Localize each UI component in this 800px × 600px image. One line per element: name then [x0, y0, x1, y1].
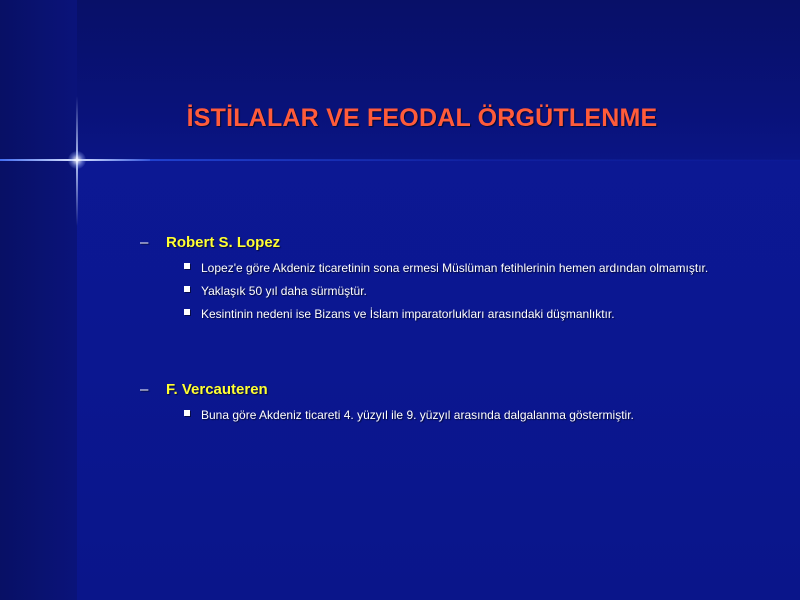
section-heading: Robert S. Lopez: [166, 233, 281, 251]
bullet-text: Yaklaşık 50 yıl daha sürmüştür.: [201, 283, 367, 298]
bullet-text: Buna göre Akdeniz ticareti 4. yüzyıl ile 9. yüzyıl arasında dalgalanma göstermiştir.: [201, 407, 634, 422]
square-bullet-icon: [184, 286, 190, 292]
bullet-text: Lopez'e göre Akdeniz ticaretinin sona ermesi Müslüman fetihlerinin hemen ardından olmamıştır.: [201, 260, 709, 275]
section-lopez: [140, 232, 708, 325]
bullet-item: [184, 403, 634, 426]
bullet-item: [184, 256, 708, 279]
left-band: [0, 0, 77, 600]
dash-marker: –: [140, 233, 149, 251]
square-bullet-icon: [184, 263, 190, 269]
square-bullet-icon: [184, 309, 190, 315]
sparkle-star-icon: [68, 151, 86, 169]
bullet-list: [140, 256, 708, 325]
header-band: [0, 0, 800, 160]
bullet-text: Kesintinin nedeni ise Bizans ve İslam imparatorlukları arasındaki düşmanlıktır.: [201, 306, 615, 321]
section-heading-row: [140, 232, 708, 252]
slide-title: İSTİLALAR VE FEODAL ÖRGÜTLENME: [186, 104, 658, 132]
bullet-item: [184, 279, 708, 302]
bullet-list: [140, 403, 634, 426]
section-heading-row: [140, 379, 634, 399]
dash-marker: –: [140, 380, 149, 398]
bullet-item: [184, 302, 708, 325]
section-vercauteren: [140, 379, 634, 426]
section-heading: F. Vercauteren: [166, 380, 268, 398]
square-bullet-icon: [184, 410, 190, 416]
